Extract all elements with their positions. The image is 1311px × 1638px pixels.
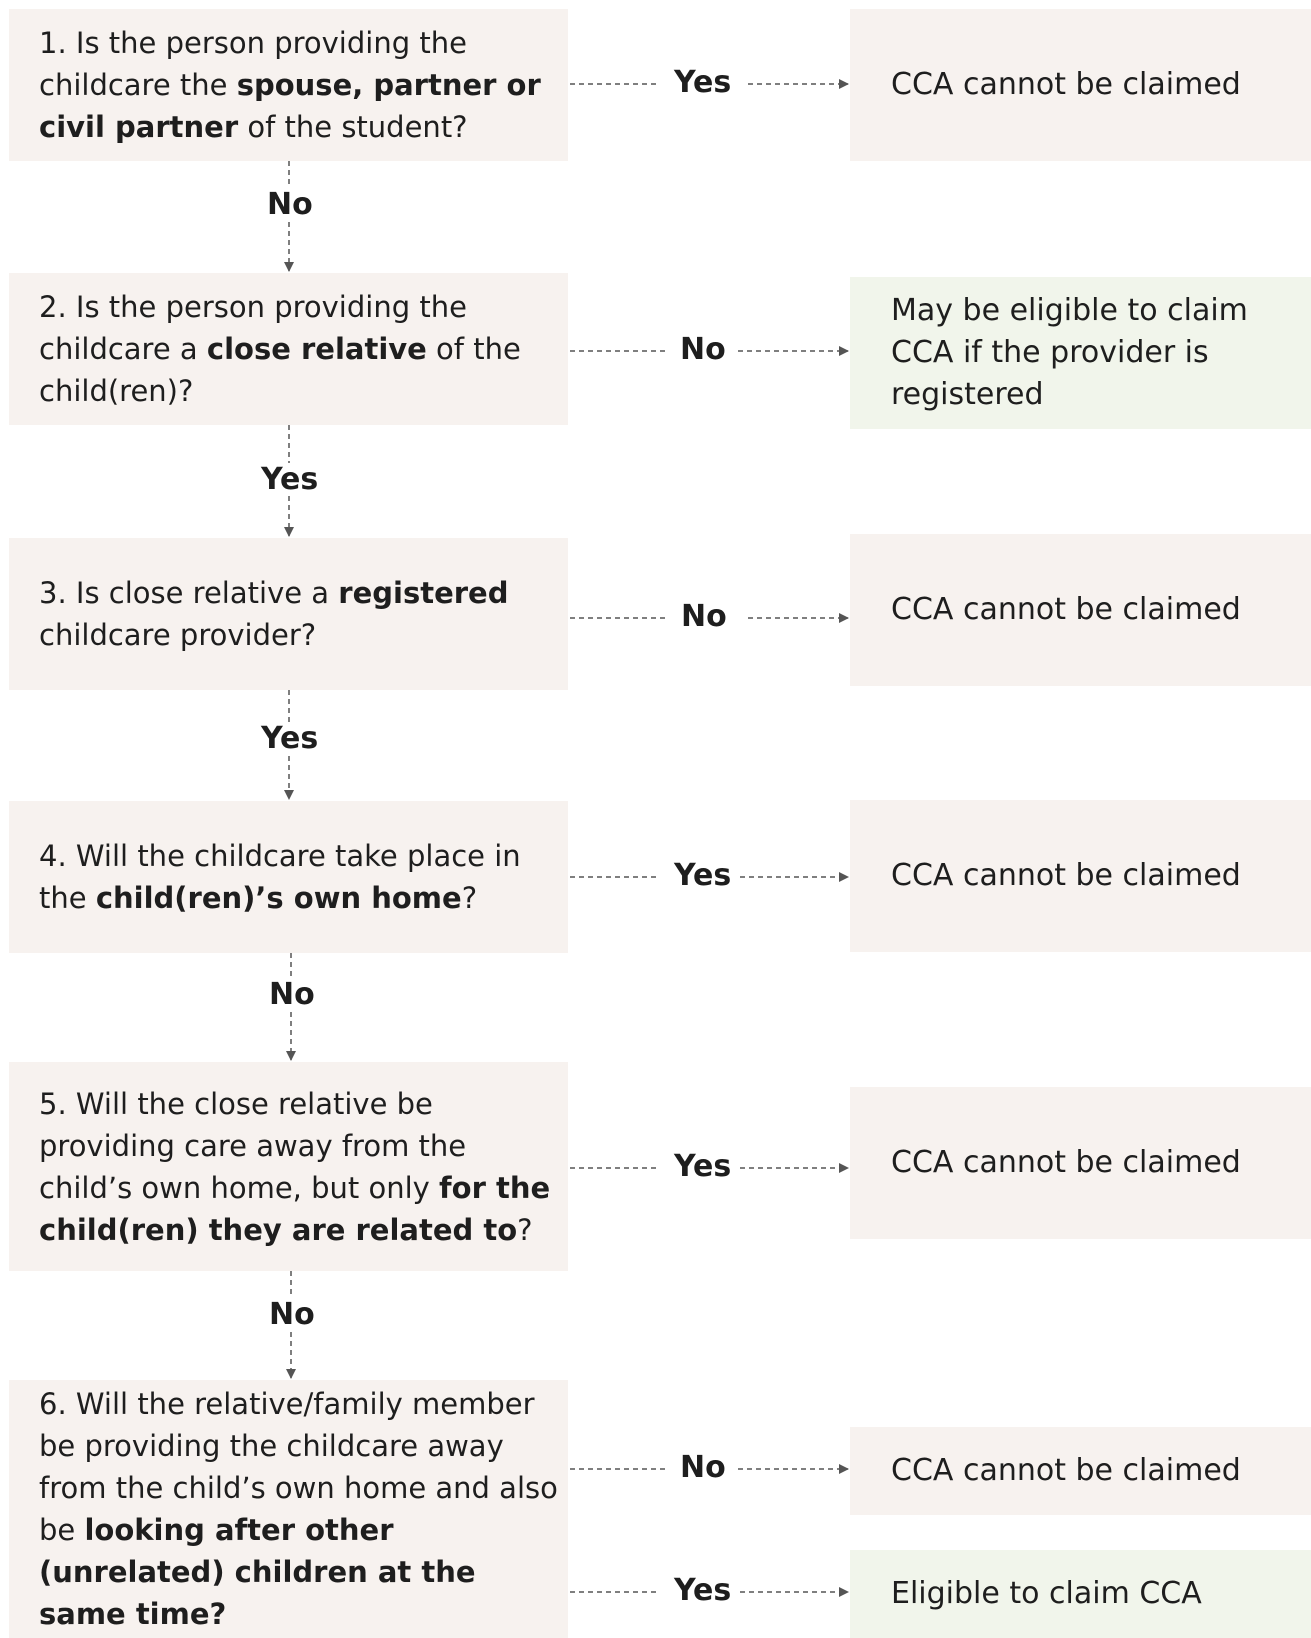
- question-5-segment-1: 5. Will the close relative be providing care away from the child’s own home, but only: [39, 1086, 467, 1205]
- question-2-segment-1: 2. Is the person providing the childcare a: [39, 290, 467, 366]
- result-1-text: CCA cannot be claimed: [891, 67, 1241, 102]
- branch-label-6: No: [680, 1450, 726, 1485]
- question-3-segment-2: registered: [338, 576, 509, 610]
- question-4-segment-3: ?: [461, 881, 478, 915]
- down-label-3: Yes: [261, 721, 319, 756]
- result-7-text: Eligible to claim CCA: [891, 1576, 1202, 1611]
- result-3-text: CCA cannot be claimed: [891, 592, 1241, 627]
- question-6-segment-2: looking after other (unrelated) children at the same time?: [39, 1513, 476, 1631]
- down-label-1: No: [267, 187, 313, 222]
- result-5-text: CCA cannot be claimed: [891, 1145, 1241, 1180]
- branch-label-2: No: [680, 332, 726, 367]
- down-label-2: Yes: [261, 462, 319, 497]
- branch-label-3: No: [681, 599, 727, 634]
- down-label-4: No: [269, 977, 315, 1012]
- branch-label-1: Yes: [674, 65, 732, 100]
- question-1-segment-2: spouse, partner or civil partner: [39, 68, 541, 144]
- branch-label-5: Yes: [674, 1149, 732, 1184]
- question-5-segment-2: for the child(ren) they are related to: [39, 1170, 551, 1247]
- down-label-5: No: [269, 1297, 315, 1332]
- question-3-segment-1: 3. Is close relative a: [39, 576, 339, 610]
- question-3-segment-3: childcare provider?: [39, 618, 317, 652]
- branch-label-4: Yes: [674, 858, 732, 893]
- question-5-segment-3: ?: [517, 1212, 533, 1247]
- result-6-text: CCA cannot be claimed: [891, 1453, 1241, 1488]
- question-4-segment-2: child(ren)’s own home: [95, 881, 462, 915]
- question-2-segment-2: close relative: [206, 332, 427, 366]
- question-4-segment-1: 4. Will the childcare take place in the: [39, 839, 521, 915]
- branch-label-7: Yes: [674, 1573, 732, 1608]
- result-4-text: CCA cannot be claimed: [891, 858, 1241, 893]
- question-2-segment-3: of the child(ren)?: [39, 332, 521, 408]
- result-2-text: May be eligible to claim CCA if the provider is registered: [891, 293, 1248, 412]
- question-1-segment-1: 1. Is the person providing the childcare the: [39, 26, 467, 102]
- question-6-segment-1: 6. Will the relative/family member be providing the childcare away from the child’s own home and also be: [39, 1387, 558, 1547]
- question-1-segment-3: of the student?: [238, 110, 468, 144]
